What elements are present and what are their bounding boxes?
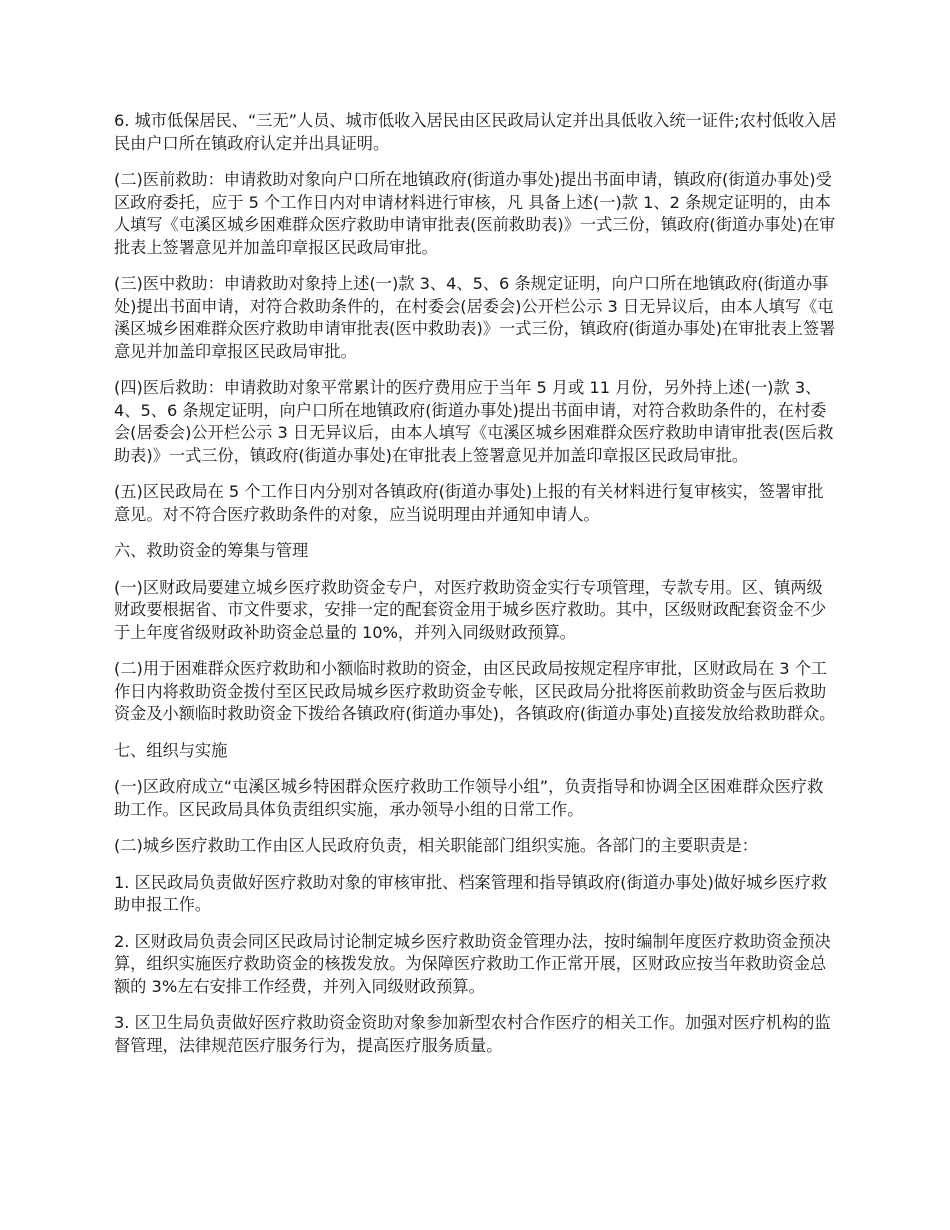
paragraph-post-treatment-aid: (四)医后救助：申请救助对象平常累计的医疗费用应于当年 5 月或 11 月份，另外持上述(一)款 3、4、5、6 条规定证明，向户口所在地镇政府(街道办事处)提出书面申请，对符合救助条件的，在村委会(居委会)公开栏公示 3 日无异议后，由本人填写《屯溪区城乡困难群众医疗救助申请审批表(医后救助表)》一式三份，镇政府(街道办事处)在审批表上签署意见并加盖印章报区民政局审批。 [114, 378, 834, 465]
document-body [114, 110, 838, 1071]
paragraph-in-treatment-aid: (三)医中救助：申请救助对象持上述(一)款 3、4、5、6 条规定证明，向户口所在地镇政府(街道办事处)提出书面申请，对符合救助条件的，在村委会(居委会)公开栏公示 3 日无异议后，由本人填写《屯溪区城乡困难群众医疗救助申请审批表(医中救助表)》一式三份，镇政府(街道办事处)在审批表上签署意见并加盖印章报区民政局审批。 [114, 274, 836, 361]
paragraph-pre-treatment-aid: (二)医前救助：申请救助对象向户口所在地镇政府(街道办事处)提出书面申请，镇政府(街道办事处)受区政府委托，应于 5 个工作日内对申请材料进行审核，凡 具备上述(一)款 1、2 条规定证明的，由本人填写《屯溪区城乡困难群众医疗救助申请审批表(医前救助表)》一式三份，镇政府(街道办事处)在审批表上签署意见并加盖印章报区民政局审批。 [114, 170, 836, 257]
paragraph-civil-affairs-duty: 1. 区民政局负责做好医疗救助对象的审核审批、档案管理和指导镇政府(街道办事处)做好城乡医疗救助申报工作。 [114, 872, 828, 914]
paragraph-health-duty: 3. 区卫生局负责做好医疗救助资金资助对象参加新型农村合作医疗的相关工作。加强对医疗机构的监督管理，法律规范医疗服务行为，提高医疗服务质量。 [114, 1013, 831, 1055]
section-heading-funding: 六、救助资金的筹集与管理 [114, 541, 309, 560]
paragraph-finance-duty: 2. 区财政局负责会同区民政局讨论制定城乡医疗救助资金管理办法，按时编制年度医疗救助资金预决算，组织实施医疗救助资金的核拨发放。为保障医疗救助工作正常开展，区财政应按当年救助资金总额的 3%左右安排工作经费，并列入同级财政预算。 [114, 931, 831, 996]
paragraph-review-approval: (五)区民政局在 5 个工作日内分别对各镇政府(街道办事处)上报的有关材料进行复审核实，签署审批意见。对不符合医疗救助条件的对象，应当说明理由并通知申请人。 [114, 482, 824, 524]
paragraph-leading-group: (一)区政府成立“屯溪区城乡特困群众医疗救助工作领导小组”，负责指导和协调全区困难群众医疗救助工作。区民政局具体负责组织实施，承办领导小组的日常工作。 [114, 777, 824, 819]
paragraph-responsibilities-intro: (二)城乡医疗救助工作由区人民政府负责，相关职能部门组织实施。各部门的主要职责是： [114, 836, 758, 855]
section-heading-organization: 七、组织与实施 [114, 740, 228, 760]
paragraph-item-6-certification: 6. 城市低保居民、“三无”人员、城市低收入居民由区民政局认定并出具低收入统一证件;农村低收入居民由户口所在镇政府认定并出具证明。 [114, 111, 837, 153]
paragraph-funding-account: (一)区财政局要建立城乡医疗救助资金专户，对医疗救助资金实行专项管理，专款专用。区、镇两级财政要根据省、市文件要求，安排一定的配套资金用于城乡医疗救助。其中，区级财政配套资金不少于上年度省级财政补助资金总量的 10%，并列入同级财政预算。 [114, 577, 827, 642]
paragraph-funding-disbursement: (二)用于困难群众医疗救助和小额临时救助的资金，由区民政局按规定程序审批，区财政局在 3 个工作日内将救助资金拨付至区民政局城乡医疗救助资金专帐，区民政局分批将医前救助资金与医后救助资金及小额临时救助资金下拨给各镇政府(街道办事处)，各镇政府(街道办事处)直接发放给救助群众。 [114, 659, 836, 723]
